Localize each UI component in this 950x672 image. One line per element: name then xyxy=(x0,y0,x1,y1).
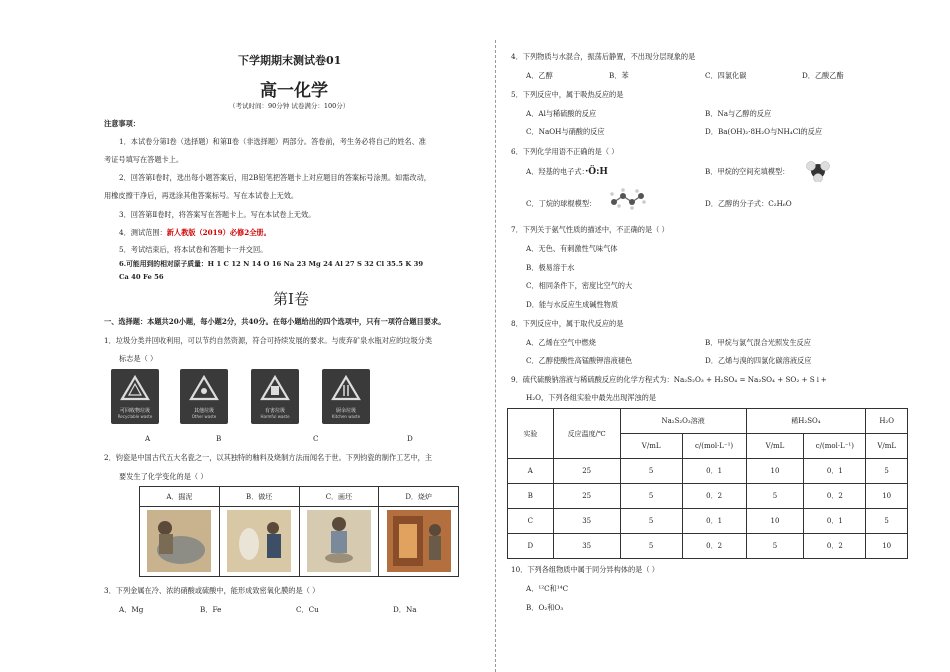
table-cell: 0．1 xyxy=(682,459,746,484)
q6-option-a xyxy=(526,167,608,177)
table-row xyxy=(508,534,908,559)
table-cell: 25 xyxy=(553,484,620,509)
q7-option-c: C．相同条件下，密度比空气的大 xyxy=(526,281,633,290)
q3-option-b: B．Fe xyxy=(200,605,222,614)
table-row xyxy=(508,459,908,484)
section-title: 第Ⅰ卷 xyxy=(273,290,309,308)
table-row xyxy=(508,484,908,509)
subject-title: 高一化学 xyxy=(260,81,328,101)
table-cell: 10 xyxy=(746,509,804,534)
tile-label-cn: 其他垃圾 xyxy=(193,408,214,414)
q8-option-b: B．甲烷与氯气混合光照发生反应 xyxy=(705,338,811,347)
notes-heading: 注意事项： xyxy=(104,119,140,128)
q7-text: 7．下列关于氨气性质的描述中，不正确的是（ ） xyxy=(511,225,669,234)
q6-option-c: C．丁烷的球棍模型： xyxy=(526,199,597,208)
q1-text-a: 1．垃圾分类并回收利用，可以节约自然资源，符合可持续发展的要求。与废弃矿泉水瓶对应的垃圾分类 xyxy=(104,336,433,345)
section-desc: 一、选择题：本题共20小题，每小题2分，共40分。在每小题给出的四个选项中，只有一项符合题目要求。 xyxy=(104,317,446,326)
header-h2so4: 稀H₂SO₄ xyxy=(746,409,866,434)
q2-text-b: 要发生了化学变化的是（ ） xyxy=(119,472,208,481)
option-d-label: D xyxy=(407,434,413,443)
digging-image xyxy=(140,507,220,577)
note-6a: 6.可能用到的相对原子质量：H 1 C 12 N 14 O 16 Na 23 Mg 24 Al 27 S 32 Cl 35.5 K 39 xyxy=(119,260,424,268)
note-4 xyxy=(119,228,271,238)
table-cell: 0．1 xyxy=(682,509,746,534)
tile-label-en: Other waste xyxy=(191,414,217,419)
header-volume: V/mL xyxy=(866,434,908,459)
q8-option-c: C．乙醇使酸性高锰酸钾溶液褪色 xyxy=(526,356,633,365)
hydroxyl-formula: ·Ö:H xyxy=(585,167,608,177)
table-cell: 0．2 xyxy=(682,534,746,559)
table-cell: 10 xyxy=(866,534,908,559)
recyclable-sign xyxy=(111,369,159,424)
note-1a: 1．本试卷分第Ⅰ卷（选择题）和第Ⅱ卷（非选择题）两部分。答卷前，考生务必将自己的姓名、准 xyxy=(119,137,426,146)
q8-option-a: A．乙烯在空气中燃烧 xyxy=(526,338,596,347)
triangle-icon xyxy=(189,375,219,401)
note-4-prefix: 4．测试范围： xyxy=(119,228,167,237)
table-cell: 5 xyxy=(866,509,908,534)
q4-option-c: C．四氯化碳 xyxy=(705,71,747,80)
note-1b: 考证号填写在答题卡上。 xyxy=(104,155,184,164)
table-cell: 5 xyxy=(746,484,804,509)
header-concentration: c/(mol·L⁻¹) xyxy=(682,434,746,459)
note-2a: 2．回答第Ⅰ卷时，选出每小题答案后，用2B铅笔把答题卡上对应题目的答案标号涂黑。如需改动， xyxy=(119,173,431,182)
q8-option-d: D．乙烯与溴的四氯化碳溶液反应 xyxy=(705,356,812,365)
note-5: 5．考试结束后，将本试卷和答题卡一并交回。 xyxy=(119,245,268,254)
table-cell: 5 xyxy=(620,509,682,534)
q5-option-b: B．Na与乙醇的反应 xyxy=(705,109,772,118)
column-divider xyxy=(495,40,497,672)
note-2b: 用橡皮擦干净后，再选涂其他答案标号。写在本试卷上无效。 xyxy=(104,191,299,200)
q2-text-a: 2．钧瓷是中国古代五大名瓷之一，以其独特的釉料及烧制方法而闻名于世。下列钧瓷的制作工艺中，主 xyxy=(104,453,433,462)
option-b-label: B xyxy=(216,434,222,443)
exam-info: （考试时间：90分钟 试卷满分：100分） xyxy=(229,102,350,110)
harmful-waste-sign xyxy=(251,369,299,424)
header-na2s2o3: Na₂S₂O₃溶液 xyxy=(620,409,746,434)
q5-option-d: D．Ba(OH)₂·8H₂O与NH₄Cl的反应 xyxy=(705,127,823,136)
q2-option-d: D．烧炉 xyxy=(379,487,459,507)
header-volume: V/mL xyxy=(620,434,682,459)
q2-option-b: B．做坯 xyxy=(219,487,299,507)
kitchen-icon xyxy=(331,375,361,401)
option-c-label: C xyxy=(313,434,319,443)
table-cell: A xyxy=(508,459,554,484)
q4-option-b: B．苯 xyxy=(609,71,629,80)
q4-option-a: A．乙醇 xyxy=(526,71,553,80)
q5-option-c: C．NaOH与硝酸的反应 xyxy=(526,127,605,136)
hazard-icon xyxy=(260,375,290,401)
table-cell: 35 xyxy=(553,509,620,534)
q7-option-d: D．能与水反应生成碱性物质 xyxy=(526,300,619,309)
kiln-image xyxy=(379,507,459,577)
butane-model-image xyxy=(610,188,646,210)
methane-model-image xyxy=(806,160,830,182)
q3-option-d: D．Na xyxy=(393,605,417,614)
table-cell: 35 xyxy=(553,534,620,559)
header-volume: V/mL xyxy=(746,434,804,459)
header-h2o: H₂O xyxy=(866,409,908,434)
exam-title: 下学期期末测试卷01 xyxy=(238,54,342,67)
table-cell: 5 xyxy=(620,484,682,509)
q3-option-c: C．Cu xyxy=(296,605,319,614)
header-temperature: 反应温度/℃ xyxy=(553,409,620,459)
table-cell: 0．2 xyxy=(682,484,746,509)
q9-text-a: 9．硫代硫酸钠溶液与稀硫酸反应的化学方程式为：Na₂S₂O₃ + H₂SO₄ = Na₂SO₄ + SO₂ + S↓+ xyxy=(511,375,827,384)
q5-text: 5．下列反应中，属于吸热反应的是 xyxy=(511,90,624,99)
shaping-image xyxy=(219,507,299,577)
note-6b: Ca 40 Fe 56 xyxy=(119,273,164,281)
header-experiment: 实验 xyxy=(508,409,554,459)
table-row xyxy=(508,509,908,534)
q3-option-a: A．Mg xyxy=(119,605,144,614)
q10-option-b: B．O₂和O₃ xyxy=(526,603,564,612)
q4-text: 4．下列物质与水混合，振荡后静置，不出现分层现象的是 xyxy=(511,52,696,61)
tile-label-cn: 可回收物垃圾 xyxy=(119,408,150,414)
q6-option-b: B．甲烷的空间充填模型： xyxy=(705,167,790,176)
other-waste-sign xyxy=(180,369,228,424)
tile-label-en: Harmful waste xyxy=(260,414,290,419)
q1-text-b: 标志是（ ） xyxy=(119,354,158,363)
option-a-label: A xyxy=(145,434,151,443)
table-cell: B xyxy=(508,484,554,509)
q9-text-b: H₂O，下列各组实验中最先出现浑浊的是 xyxy=(526,393,657,402)
q8-text: 8．下列反应中，属于取代反应的是 xyxy=(511,319,624,328)
q2-option-c: C．画坯 xyxy=(299,487,379,507)
table-cell: 0．2 xyxy=(804,484,866,509)
q6-option-a-label: A．羟基的电子式： xyxy=(526,167,586,176)
table-cell: C xyxy=(508,509,554,534)
painting-image xyxy=(299,507,379,577)
table-cell: D xyxy=(508,534,554,559)
recycle-icon xyxy=(120,375,150,401)
tile-label-en: Recyclable waste xyxy=(117,414,153,419)
q10-text: 10．下列各组物质中属于同分异构体的是（ ） xyxy=(511,565,659,574)
q5-option-a: A．Al与稀硫酸的反应 xyxy=(526,109,597,118)
experiment-table xyxy=(507,408,908,559)
table-cell: 5 xyxy=(866,459,908,484)
q2-option-a: A．掘泥 xyxy=(140,487,220,507)
tile-label-cn: 有害垃圾 xyxy=(264,408,285,414)
q2-table xyxy=(139,486,459,577)
table-cell: 5 xyxy=(746,534,804,559)
q6-text: 6．下列化学用语不正确的是（ ） xyxy=(511,147,619,156)
table-cell: 0．1 xyxy=(804,459,866,484)
q7-option-a: A．无色、有刺激性气味气体 xyxy=(526,244,618,253)
header-concentration: c/(mol·L⁻¹) xyxy=(804,434,866,459)
kitchen-waste-sign xyxy=(322,369,370,424)
tile-label-cn: 厨余垃圾 xyxy=(335,408,356,414)
table-cell: 5 xyxy=(620,459,682,484)
q4-option-d: D．乙酸乙酯 xyxy=(802,71,844,80)
tile-label-en: Kitchen waste xyxy=(331,414,361,419)
table-cell: 10 xyxy=(866,484,908,509)
table-cell: 10 xyxy=(746,459,804,484)
table-cell: 0．2 xyxy=(804,534,866,559)
table-cell: 0．1 xyxy=(804,509,866,534)
table-cell: 25 xyxy=(553,459,620,484)
note-3: 3．回答第Ⅱ卷时，将答案写在答题卡上。写在本试卷上无效。 xyxy=(119,210,316,219)
q6-option-d: D．乙醇的分子式：C₂H₆O xyxy=(705,199,792,208)
q3-text: 3．下列金属在冷、浓的硝酸或硫酸中，能形成致密氧化膜的是（ ） xyxy=(104,586,320,595)
q10-option-a: A．¹²C和¹⁴C xyxy=(526,584,569,593)
table-cell: 5 xyxy=(620,534,682,559)
note-4-scope: 新人教版（2019）必修2全册。 xyxy=(166,228,271,237)
q7-option-b: B．极易溶于水 xyxy=(526,263,575,272)
